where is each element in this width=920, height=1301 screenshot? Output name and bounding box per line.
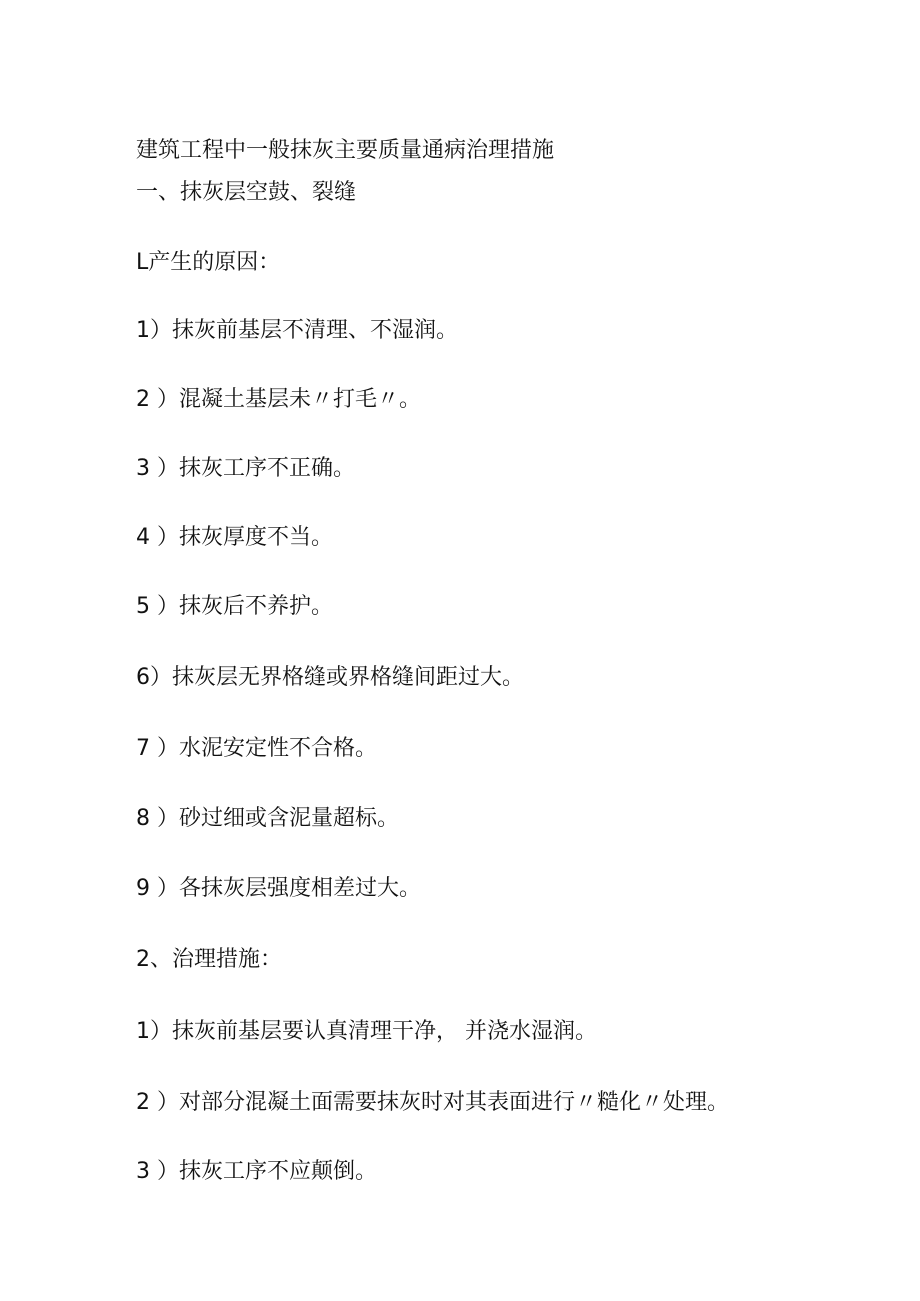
- cause-item: 5 ）抹灰后不养护。: [136, 594, 333, 619]
- cause-item: 2 ）混凝土基层未〃打毛〃。: [136, 387, 421, 412]
- cause-item: 3 ）抹灰工序不正确。: [136, 456, 355, 481]
- measures-heading: 2、治理措施：: [136, 947, 282, 972]
- cause-item: 9 ）各抹灰层强度相差过大。: [136, 876, 421, 901]
- measure-item: 3 ）抹灰工序不应颠倒。: [136, 1159, 377, 1184]
- document-title: 建筑工程中一般抹灰主要质量通病治理措施: [136, 138, 555, 163]
- section-heading: 一、抹灰层空鼓、裂缝: [136, 180, 357, 205]
- cause-item: 7 ）水泥安定性不合格。: [136, 736, 377, 761]
- measure-item: 1）抹灰前基层要认真清理干净， 并浇水湿润。: [136, 1019, 597, 1044]
- cause-item: 1）抹灰前基层不清理、不湿润。: [136, 318, 458, 343]
- measure-item: 2 ）对部分混凝土面需要抹灰时对其表面进行〃糙化〃处理。: [136, 1090, 729, 1115]
- causes-heading: L产生的原因：: [136, 250, 281, 275]
- cause-item: 6）抹灰层无界格缝或界格缝间距过大。: [136, 665, 524, 690]
- cause-item: 8 ）砂过细或含泥量超标。: [136, 806, 399, 831]
- cause-item: 4 ）抹灰厚度不当。: [136, 525, 333, 550]
